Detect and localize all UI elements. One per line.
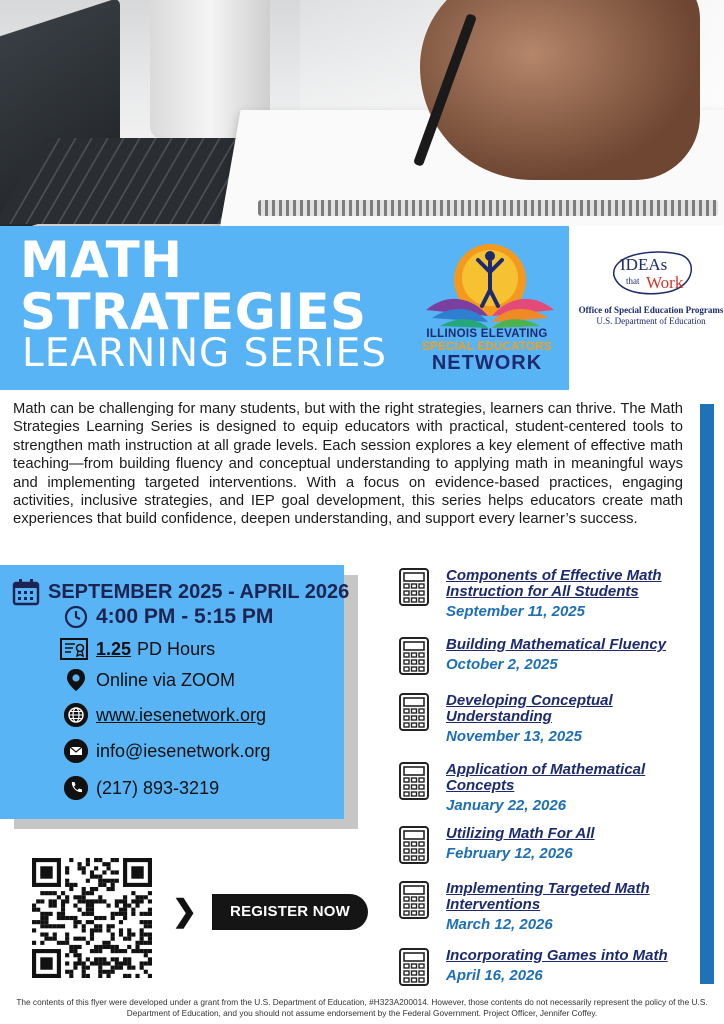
iese-logo-line-3: NETWORK: [431, 352, 543, 374]
session-date: October 2, 2025: [446, 656, 558, 673]
page-subtitle: LEARNING SERIES: [22, 331, 388, 376]
ideas-logo-line-1: Office of Special Education Programs: [578, 305, 724, 315]
intro-paragraph: Math can be challenging for many students, but with the right strategies, learners can thrive. The Math Strategies Learning Series is designed to equip educators with practical, student-centered tools to strengthen math instruction at all grade levels. Each session explores a key element of effective math teaching—from building fluency and conceptual understanding to applying math in meaningful ways and implementing targeted interventions. With a focus on evidence-based practices, engaging activities, inclusive strategies, and IEP goal development, this series helps educators create math experiences that build confidence, deepen understanding, and support every learner’s success.: [13, 401, 683, 528]
iese-logo-line-2: SPECIAL EDUCATORS: [422, 341, 552, 353]
title-line-1: MATH: [20, 231, 183, 289]
website-row[interactable]: [64, 703, 266, 727]
globe-icon: [64, 703, 88, 727]
email-link[interactable]: info@iesenetwork.org: [96, 740, 271, 761]
page-title: [20, 231, 367, 341]
pd-hours-row: [60, 638, 215, 660]
calculator-icon: [398, 637, 430, 675]
chevron-right-icon: ❯: [172, 895, 198, 928]
pd-hours-label: PD Hours: [137, 638, 216, 659]
side-accent-bar: [700, 404, 714, 984]
session-date: March 12, 2026: [446, 916, 553, 933]
session-date: January 22, 2026: [446, 797, 567, 814]
certificate-icon: [60, 638, 88, 660]
session-title[interactable]: Utilizing Math For All: [446, 825, 595, 842]
envelope-icon: [64, 739, 88, 763]
footer-disclaimer: The contents of this flyer were developed under a grant from the U.S. Department of Education, #H323A200014. However, those contents do not necessarily represent the policy of the U.S. Department of Education, and you should not assume endorsement by the Federal Government. Project Officer, Jennifer Coffey.: [16, 997, 708, 1018]
ideas-word-3: Work: [646, 273, 684, 292]
session-date: September 11, 2025: [446, 603, 585, 620]
header-photo: [0, 0, 724, 226]
calendar-icon: [12, 578, 40, 606]
calculator-icon: [398, 568, 430, 606]
calculator-icon: [398, 762, 430, 800]
calculator-icon: [398, 693, 430, 731]
session-date: November 13, 2025: [446, 728, 582, 745]
email-row[interactable]: [64, 739, 270, 763]
session-title[interactable]: Building Mathematical Fluency: [446, 636, 667, 653]
date-range: SEPTEMBER 2025 - APRIL 2026: [48, 580, 350, 603]
ideas-word-2: that: [626, 276, 640, 286]
location-row: [64, 668, 235, 692]
phone-icon: [64, 776, 88, 800]
session-title[interactable]: Implementing Targeted Math Interventions: [446, 880, 650, 913]
title-line-2: STRATEGIES: [20, 283, 367, 341]
location-text: Online via ZOOM: [96, 669, 236, 690]
location-pin-icon: [64, 668, 88, 692]
session-title[interactable]: Incorporating Games into Math: [446, 947, 668, 964]
phone-row[interactable]: [64, 776, 219, 800]
session-date: April 16, 2026: [446, 967, 543, 984]
clock-icon: [64, 605, 88, 629]
session-title[interactable]: Application of Mathematical Concepts: [446, 761, 646, 794]
time-row: [64, 605, 273, 629]
calculator-icon: [398, 826, 430, 864]
session-title[interactable]: Developing Conceptual Understanding: [446, 692, 613, 725]
qr-code[interactable]: [32, 858, 152, 978]
time-range: 4:00 PM - 5:15 PM: [96, 605, 274, 628]
ideas-logo-line-2: U.S. Department of Education: [596, 316, 706, 326]
calculator-icon: [398, 948, 430, 986]
ideas-that-work-logo: [608, 246, 698, 302]
pd-hours-value: 1.25: [96, 638, 132, 659]
session-date: February 12, 2026: [446, 845, 573, 862]
phone-number[interactable]: (217) 893-3219: [96, 777, 220, 798]
iese-logo-line-1: ILLINOIS ELEVATING: [426, 328, 548, 340]
website-link[interactable]: www.iesenetwork.org: [96, 704, 267, 725]
date-range-row: [12, 578, 349, 606]
ideas-word-1: IDEAs: [620, 255, 668, 274]
session-title[interactable]: Components of Effective Math Instruction for All Students: [446, 567, 662, 600]
register-now-button[interactable]: REGISTER NOW: [212, 894, 368, 930]
calculator-icon: [398, 881, 430, 919]
